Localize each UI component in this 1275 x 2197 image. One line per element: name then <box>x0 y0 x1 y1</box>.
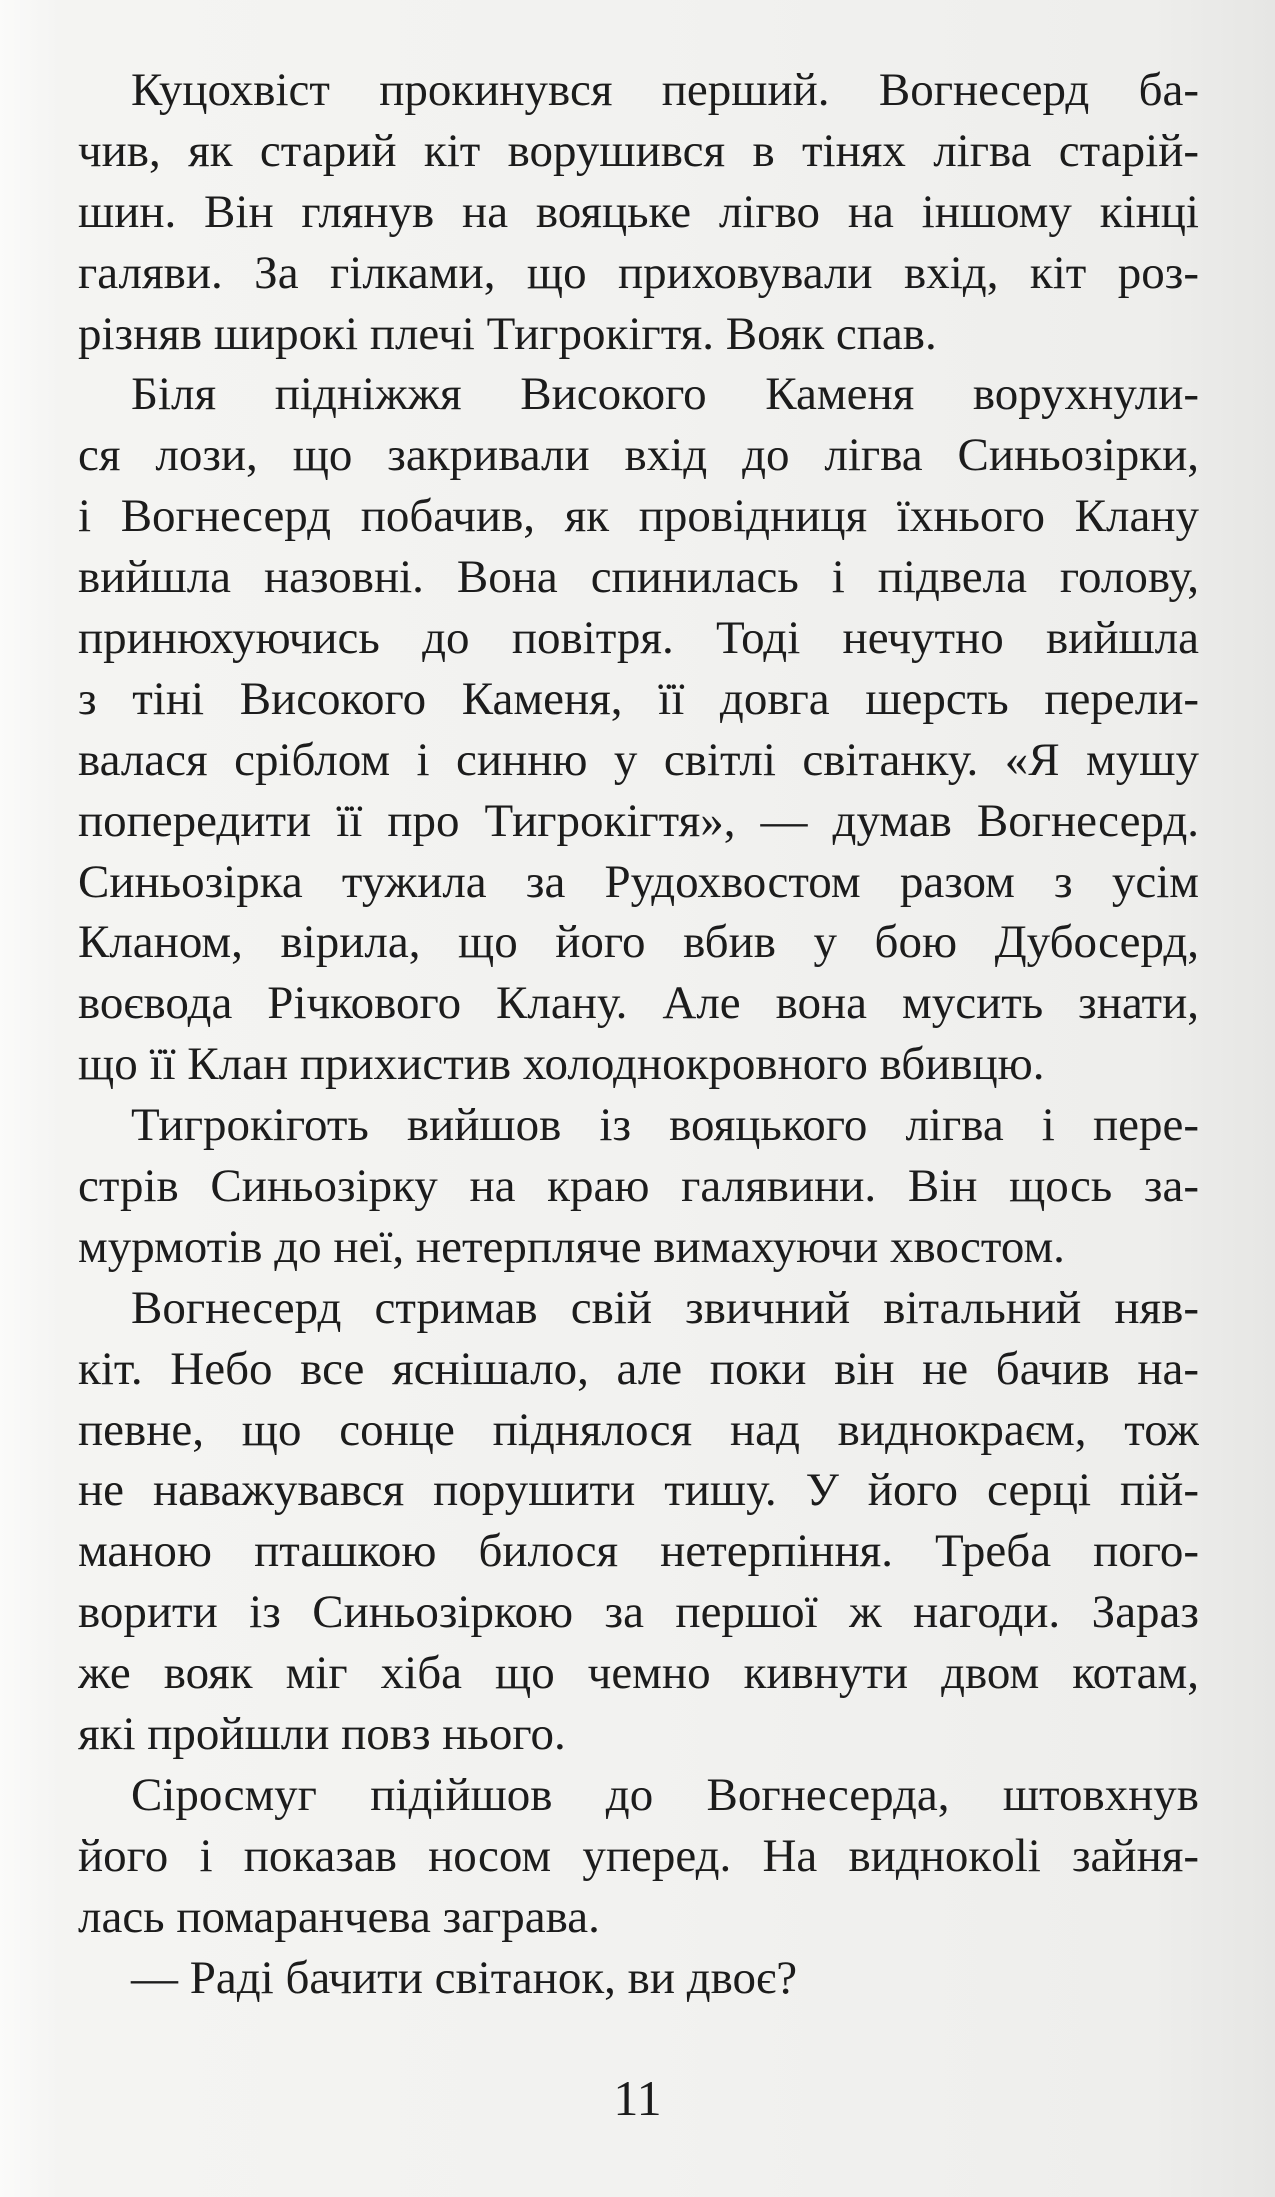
text-line: же вояк міг хіба що чемно кивнути двом котам, <box>78 1647 1199 1700</box>
text-line: які пройшли повз нього. <box>78 1708 566 1761</box>
text-line: і Вогнесерд побачив, як провідниця їхнього Клану <box>78 490 1199 543</box>
text-line: лась помаранчева заграва. <box>78 1890 600 1943</box>
text-line: мурмотів до неї, нетерпляче вимахуючи хвостом. <box>78 1220 1065 1273</box>
text-line: принюхуючись до повітря. Тоді нечутно вийшла <box>78 612 1199 665</box>
text-line: ворити із Синьозіркою за першої ж нагоди. Зараз <box>78 1586 1199 1639</box>
text-line: вийшла назовні. Вона спинилась і підвела голову, <box>78 551 1199 604</box>
text-line: Вогнесерд стримав свій звичний вітальний няв- <box>131 1281 1199 1334</box>
text-line: валася сріблом і синню у світлі світанку. «Я мушу <box>78 733 1199 786</box>
text-line: чив, як старий кіт ворушився в тінях лігва старій- <box>78 124 1199 177</box>
text-line: Сіросмуг підійшов до Вогнесерда, штовхнув <box>131 1768 1199 1821</box>
text-line: кіт. Небо все яснішало, але поки він не бачив на- <box>78 1342 1199 1395</box>
text-line: воєвода Річкового Клану. Але вона мусить знати, <box>78 977 1199 1030</box>
text-line: Тигрокіготь вийшов із вояцького лігва і пере- <box>131 1099 1199 1152</box>
page-number: 11 <box>613 2070 662 2126</box>
text-line: не наважувався порушити тишу. У його серці пій- <box>78 1464 1199 1517</box>
text-line: — Раді бачити світанок, ви двоє? <box>131 1951 798 2004</box>
text-line: Синьозірка тужила за Рудохвостом разом з усім <box>78 855 1199 908</box>
text-line: попередити її про Тигрокігтя», — думав Вогнесерд. <box>78 794 1199 847</box>
text-line: маною пташкою билося нетерпіння. Треба пого- <box>78 1525 1199 1578</box>
text-line: стрів Синьозірку на краю галявини. Він щось за- <box>78 1160 1199 1213</box>
text-line: його і показав носом уперед. На виднокolі зайня- <box>78 1829 1199 1882</box>
text-line: що її Клан прихистив холоднокровного вбивцю. <box>78 1038 1045 1091</box>
text-line: певне, що сонце піднялося над виднокраєм, тож <box>78 1403 1199 1456</box>
text-line: ся лози, що закривали вхід до лігва Синьозірки, <box>78 429 1199 482</box>
text-line: різняв широкі плечі Тигрокігтя. Вояк спав. <box>78 307 937 360</box>
page-text <box>78 60 1199 2009</box>
text-line: Кланом, вірила, що його вбив у бою Дубосерд, <box>78 916 1199 969</box>
text-line: з тіні Високого Каменя, її довга шерсть перели- <box>78 672 1199 725</box>
text-line: галяви. За гілками, що приховували вхід, кіт роз- <box>78 246 1199 299</box>
text-line: Біля підніжжя Високого Каменя ворухнули- <box>131 368 1199 421</box>
text-line: шин. Він глянув на вояцьке лігво на іншому кінці <box>78 185 1199 238</box>
text-line: Куцохвіст прокинувся перший. Вогнесерд ба- <box>131 64 1199 116</box>
